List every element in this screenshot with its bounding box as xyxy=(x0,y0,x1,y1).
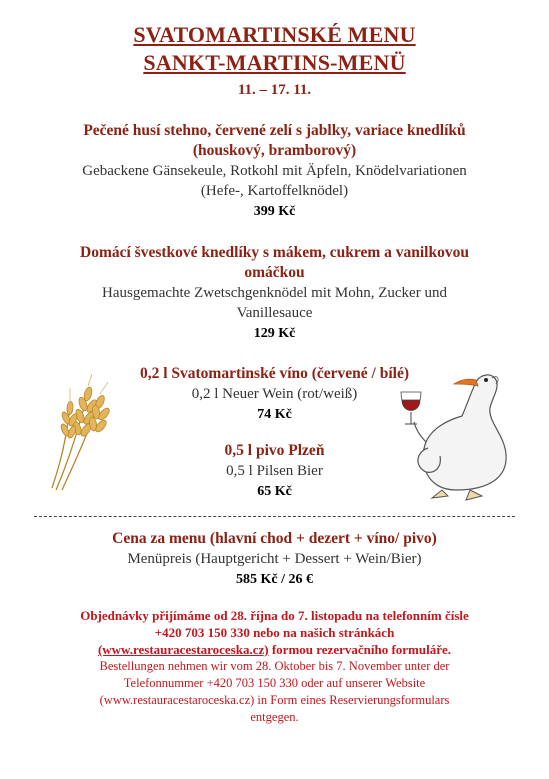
menu-price-value: 585 Kč / 26 € xyxy=(236,572,313,587)
dish-name-de: Hausgemachte Zwetschgenknödel mit Mohn, Zucker und xyxy=(102,285,447,301)
drink-name-de: 0,2 l Neuer Wein (rot/weiß) xyxy=(191,386,358,402)
drink-wine xyxy=(120,364,429,425)
dish-price: 129 Kč xyxy=(253,326,296,341)
wheat-icon xyxy=(48,372,118,492)
dish-name-de: Gebackene Gänsekeule, Rotkohl mit Äpfeln, Knödelvariationen xyxy=(82,163,467,179)
menu-price-label-cz: Cena za menu (hlavní chod + dezert + víno/ pivo) xyxy=(112,530,437,547)
dish-name-de-cont: Vanillesauce xyxy=(236,305,313,321)
menu-title-cz: SVATOMARTINSKÉ MENU xyxy=(133,22,416,47)
section-divider xyxy=(34,516,515,517)
order-info-cz-line: +420 703 150 330 nebo na našich stránkách xyxy=(154,625,395,640)
menu-price-label-de: Menüpreis (Hauptgericht + Dessert + Wein/Bier) xyxy=(127,551,422,567)
dish-name-cz: Domácí švestkové knedlíky s mákem, cukrem a vanilkovou xyxy=(80,244,469,261)
drink-name-cz: 0,2 l Svatomartinské víno (červené / bílé) xyxy=(139,365,410,382)
drink-name-de: 0,5 l Pilsen Bier xyxy=(226,463,323,479)
drink-name-cz: 0,5 l pivo Plzeň xyxy=(224,442,325,459)
dish-price: 399 Kč xyxy=(253,204,296,219)
order-info-de-line: Bestellungen nehmen wir vom 28. Oktober bis 7. November unter der xyxy=(99,659,450,673)
order-info-de-line: (www.restauracestaroceska.cz) in Form eines Reservierungsformulars xyxy=(99,693,450,707)
dish-name-cz-cont: (houskový, bramborový) xyxy=(192,142,357,159)
order-info-de-line: Telefonnummer +420 703 150 330 oder auf unserer Website xyxy=(123,676,426,690)
dish-name-cz: Pečené husí stehno, červené zelí s jablky, variace knedlíků xyxy=(83,122,466,139)
order-info-de-line: entgegen. xyxy=(250,710,299,724)
dish-name-de-cont: (Hefe-, Kartoffelknödel) xyxy=(200,183,349,199)
goose-with-wine-icon xyxy=(396,362,526,502)
drink-price: 74 Kč xyxy=(257,407,292,422)
order-info-cz-line: Objednávky přijímáme od 28. října do 7. listopadu na telefonním čísle xyxy=(80,608,469,623)
dish-plum-dumplings xyxy=(30,243,519,344)
drink-price: 65 Kč xyxy=(257,484,292,499)
order-info xyxy=(22,607,527,726)
dish-goose-leg xyxy=(30,121,519,222)
order-info-cz-line xyxy=(22,641,527,658)
website-link[interactable]: (www.restauracestaroceska.cz) xyxy=(97,642,269,657)
dish-name-cz-cont: omáčkou xyxy=(244,264,305,281)
order-info-cz-text: formou rezervačního formuláře. xyxy=(268,642,452,657)
menu-dates: 11. – 17. 11. xyxy=(237,82,312,98)
drink-beer xyxy=(120,441,429,502)
menu-price-section xyxy=(30,529,519,590)
menu-title-de: SANKT-MARTINS-MENÜ xyxy=(143,50,406,75)
